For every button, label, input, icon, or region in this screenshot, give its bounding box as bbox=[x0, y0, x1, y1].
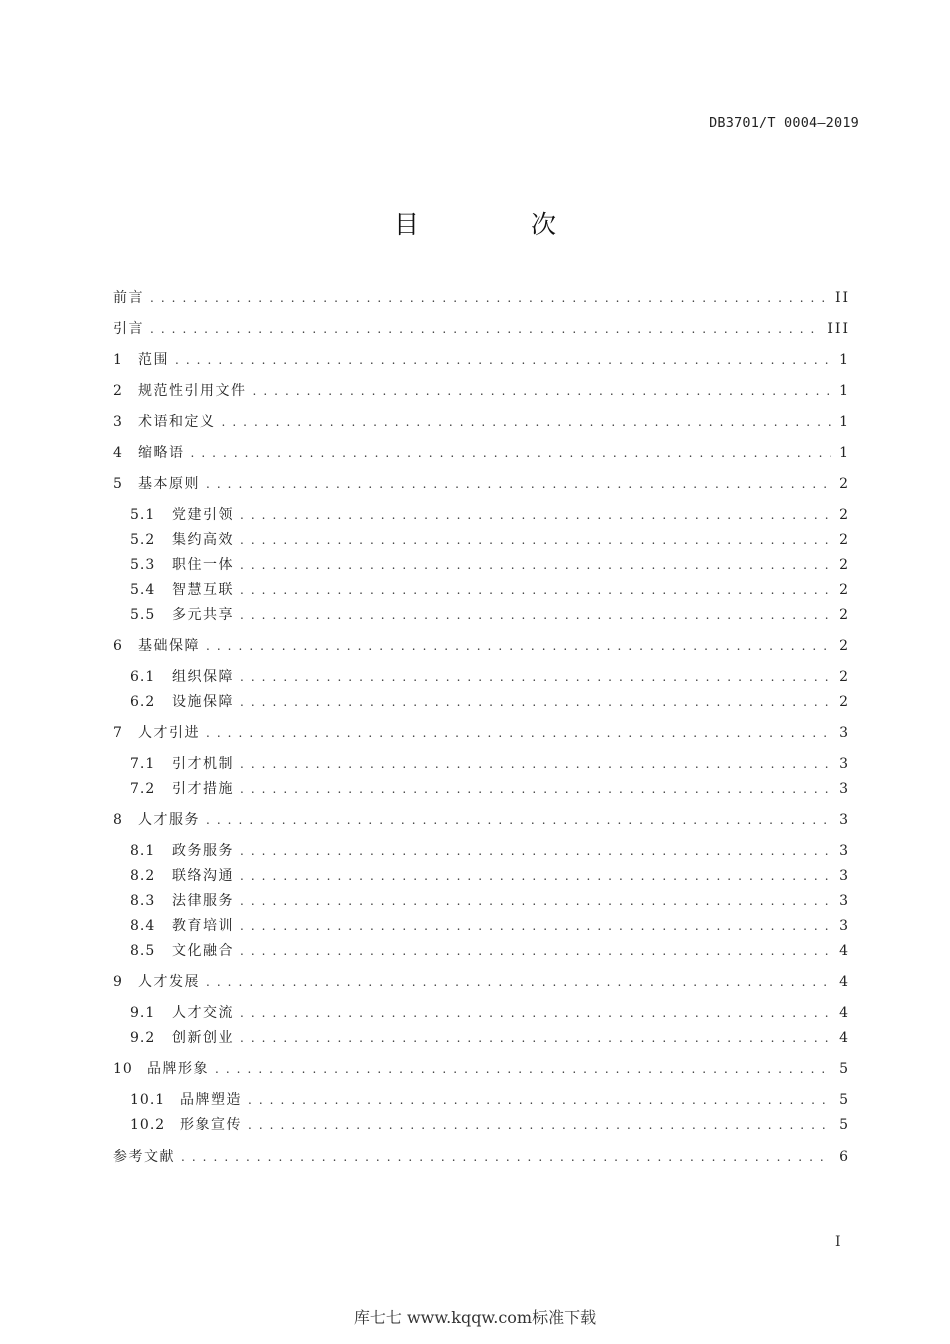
toc-entry-page: 4 bbox=[839, 1030, 850, 1046]
toc-entry-label: 人才服务 bbox=[138, 812, 200, 828]
toc-dot-leader bbox=[240, 1028, 831, 1048]
toc-entry-page: 3 bbox=[839, 756, 850, 772]
toc-entry-label: 人才发展 bbox=[138, 974, 200, 990]
toc-dot-leader bbox=[240, 1003, 831, 1023]
page-number: I bbox=[835, 1234, 841, 1250]
toc-entry-5-4[interactable] bbox=[130, 580, 850, 600]
toc-entry-label: 法律服务 bbox=[172, 893, 234, 909]
toc-entry-number: 10.1 bbox=[130, 1092, 166, 1108]
toc-entry-page: 3 bbox=[839, 843, 850, 859]
toc-dot-leader bbox=[240, 555, 831, 575]
toc-entry-6-1[interactable] bbox=[130, 667, 850, 687]
toc-dot-leader bbox=[248, 1090, 831, 1110]
toc-entry-page: 4 bbox=[839, 974, 850, 990]
toc-entry-label: 设施保障 bbox=[172, 694, 234, 710]
toc-entry-page: 3 bbox=[839, 781, 850, 797]
toc-entry-number: 5.4 bbox=[130, 582, 156, 598]
toc-entry-number: 4 bbox=[113, 445, 123, 461]
toc-entry-label: 创新创业 bbox=[172, 1030, 234, 1046]
toc-dot-leader bbox=[240, 667, 831, 687]
toc-entry-page: 6 bbox=[839, 1149, 850, 1165]
toc-entry-page: 1 bbox=[839, 352, 850, 368]
toc-entry-page: 5 bbox=[839, 1092, 850, 1108]
toc-entry-label: 联络沟通 bbox=[172, 868, 234, 884]
toc-entry-page: 2 bbox=[839, 669, 850, 685]
toc-entry-10[interactable] bbox=[113, 1059, 850, 1079]
toc-entry-number: 9.2 bbox=[130, 1030, 156, 1046]
toc-entry-label: 引言 bbox=[113, 321, 144, 337]
toc-entry-1[interactable] bbox=[113, 350, 850, 370]
toc-dot-leader bbox=[240, 866, 831, 886]
toc-dot-leader bbox=[240, 754, 831, 774]
toc-entry-page: 3 bbox=[839, 918, 850, 934]
toc-dot-leader bbox=[175, 350, 831, 370]
toc-entry-page: III bbox=[827, 321, 850, 337]
toc-entry-page: 4 bbox=[839, 1005, 850, 1021]
toc-entry-label: 前言 bbox=[113, 290, 144, 306]
toc-entry-2[interactable] bbox=[113, 381, 850, 401]
toc-entry-4[interactable] bbox=[113, 443, 850, 463]
toc-entry-label: 术语和定义 bbox=[138, 414, 216, 430]
toc-entry-page: 4 bbox=[839, 943, 850, 959]
toc-entry-number: 5 bbox=[113, 476, 123, 492]
toc-dot-leader bbox=[206, 474, 831, 494]
toc-entry-page: 3 bbox=[839, 812, 850, 828]
toc-entry-number: 8.5 bbox=[130, 943, 156, 959]
toc-entry-label: 教育培训 bbox=[172, 918, 234, 934]
toc-entry-number: 8.2 bbox=[130, 868, 156, 884]
toc-entry-label: 规范性引用文件 bbox=[138, 383, 247, 399]
toc-entry-label: 参考文献 bbox=[113, 1149, 175, 1165]
toc-dot-leader bbox=[222, 412, 832, 432]
toc-dot-leader bbox=[240, 891, 831, 911]
toc-entry-6[interactable] bbox=[113, 636, 850, 656]
toc-entry-number: 8.4 bbox=[130, 918, 156, 934]
toc-entry-number: 8.3 bbox=[130, 893, 156, 909]
toc-entry-number: 5.2 bbox=[130, 532, 156, 548]
toc-entry-5-1[interactable] bbox=[130, 505, 850, 525]
toc-entry-label: 智慧互联 bbox=[172, 582, 234, 598]
toc-entry-label: 政务服务 bbox=[172, 843, 234, 859]
toc-entry-page: 2 bbox=[839, 532, 850, 548]
toc-entry-label: 缩略语 bbox=[138, 445, 185, 461]
toc-entry-number: 2 bbox=[113, 383, 123, 399]
toc-dot-leader bbox=[240, 916, 831, 936]
toc-dot-leader bbox=[206, 636, 831, 656]
toc-entry-label: 职住一体 bbox=[172, 557, 234, 573]
toc-entry-label: 人才交流 bbox=[172, 1005, 234, 1021]
toc-entry-page: 3 bbox=[839, 893, 850, 909]
toc-entry-page: 3 bbox=[839, 868, 850, 884]
toc-entry-page: 5 bbox=[839, 1061, 850, 1077]
toc-entry-label: 人才引进 bbox=[138, 725, 200, 741]
toc-entry-label: 品牌形象 bbox=[147, 1061, 209, 1077]
toc-entry-label: 组织保障 bbox=[172, 669, 234, 685]
toc-dot-leader bbox=[240, 779, 831, 799]
toc-dot-leader bbox=[240, 605, 831, 625]
toc-dot-leader bbox=[240, 530, 831, 550]
toc-dot-leader bbox=[215, 1059, 831, 1079]
toc-dot-leader bbox=[206, 723, 831, 743]
toc-entry-5-3[interactable] bbox=[130, 555, 850, 575]
toc-dot-leader bbox=[240, 580, 831, 600]
toc-entry-number: 10 bbox=[113, 1061, 133, 1077]
toc-entry-label: 引才机制 bbox=[172, 756, 234, 772]
toc-entry-page: II bbox=[834, 290, 850, 306]
toc-entry-number: 10.2 bbox=[130, 1117, 166, 1133]
toc-entry-number: 5.3 bbox=[130, 557, 156, 573]
toc-entry-label: 基本原则 bbox=[138, 476, 200, 492]
toc-entry-label: 多元共享 bbox=[172, 607, 234, 623]
toc-entry-9[interactable] bbox=[113, 972, 850, 992]
toc-entry-page: 2 bbox=[839, 607, 850, 623]
toc-dot-leader bbox=[240, 505, 831, 525]
toc-entry-number: 8 bbox=[113, 812, 123, 828]
toc-entry-8-4[interactable] bbox=[130, 916, 850, 936]
toc-entry-label: 集约高效 bbox=[172, 532, 234, 548]
toc-entry-5-2[interactable] bbox=[130, 530, 850, 550]
toc-entry-8[interactable] bbox=[113, 810, 850, 830]
toc-entry-7[interactable] bbox=[113, 723, 850, 743]
toc-entry-introduction[interactable] bbox=[113, 319, 850, 339]
toc-entry-8-5[interactable] bbox=[130, 941, 850, 961]
toc-entry-number: 7 bbox=[113, 725, 123, 741]
toc-dot-leader bbox=[240, 841, 831, 861]
toc-entry-number: 1 bbox=[113, 352, 123, 368]
toc-dot-leader bbox=[191, 443, 832, 463]
toc-entry-number: 9 bbox=[113, 974, 123, 990]
toc-entry-5[interactable] bbox=[113, 474, 850, 494]
toc-dot-leader bbox=[248, 1115, 831, 1135]
toc-entry-label: 品牌塑造 bbox=[180, 1092, 242, 1108]
toc-entry-page: 2 bbox=[839, 557, 850, 573]
toc-entry-page: 3 bbox=[839, 725, 850, 741]
toc-entry-page: 2 bbox=[839, 694, 850, 710]
toc-dot-leader bbox=[240, 941, 831, 961]
toc-entry-number: 3 bbox=[113, 414, 123, 430]
toc-dot-leader bbox=[206, 972, 831, 992]
toc-entry-page: 2 bbox=[839, 507, 850, 523]
toc-entry-label: 基础保障 bbox=[138, 638, 200, 654]
toc-entry-8-3[interactable] bbox=[130, 891, 850, 911]
toc-entry-label: 党建引领 bbox=[172, 507, 234, 523]
toc-entry-number: 9.1 bbox=[130, 1005, 156, 1021]
toc-entry-foreword[interactable] bbox=[113, 288, 850, 308]
toc-entry-number: 7.1 bbox=[130, 756, 156, 772]
toc-dot-leader bbox=[240, 692, 831, 712]
toc-entry-page: 1 bbox=[839, 445, 850, 461]
document-code: DB3701/T 0004—2019 bbox=[709, 115, 859, 131]
toc-entry-number: 5.1 bbox=[130, 507, 156, 523]
toc-entry-label: 文化融合 bbox=[172, 943, 234, 959]
toc-dot-leader bbox=[253, 381, 832, 401]
toc-entry-5-5[interactable] bbox=[130, 605, 850, 625]
toc-dot-leader bbox=[181, 1147, 831, 1167]
toc-entry-label: 引才措施 bbox=[172, 781, 234, 797]
toc-entry-8-1[interactable] bbox=[130, 841, 850, 861]
toc-entry-label: 范围 bbox=[138, 352, 169, 368]
toc-entry-page: 2 bbox=[839, 638, 850, 654]
toc-entry-number: 8.1 bbox=[130, 843, 156, 859]
toc-entry-number: 6.2 bbox=[130, 694, 156, 710]
toc-entry-page: 2 bbox=[839, 582, 850, 598]
toc-entry-number: 6.1 bbox=[130, 669, 156, 685]
toc-entry-9-2[interactable] bbox=[130, 1028, 850, 1048]
toc-entry-number: 7.2 bbox=[130, 781, 156, 797]
toc-entry-number: 5.5 bbox=[130, 607, 156, 623]
toc-entry-6-2[interactable] bbox=[130, 692, 850, 712]
toc-entry-9-1[interactable] bbox=[130, 1003, 850, 1023]
toc-dot-leader bbox=[150, 288, 827, 308]
toc-entry-7-1[interactable] bbox=[130, 754, 850, 774]
toc-entry-references[interactable] bbox=[113, 1147, 850, 1167]
toc-entry-8-2[interactable] bbox=[130, 866, 850, 886]
toc-entry-number: 6 bbox=[113, 638, 123, 654]
toc-entry-page: 2 bbox=[839, 476, 850, 492]
toc-entry-page: 5 bbox=[839, 1117, 850, 1133]
toc-entry-3[interactable] bbox=[113, 412, 850, 432]
toc-dot-leader bbox=[150, 319, 819, 339]
toc-entry-10-1[interactable] bbox=[130, 1090, 850, 1110]
toc-entry-page: 1 bbox=[839, 383, 850, 399]
toc-entry-page: 1 bbox=[839, 414, 850, 430]
toc-dot-leader bbox=[206, 810, 831, 830]
footer-watermark[interactable]: 库七七 www.kqqw.com标准下载 bbox=[353, 1308, 597, 1327]
toc-entry-7-2[interactable] bbox=[130, 779, 850, 799]
toc-entry-10-2[interactable] bbox=[130, 1115, 850, 1135]
toc-title: 目 次 bbox=[394, 210, 608, 239]
toc-entry-label: 形象宣传 bbox=[180, 1117, 242, 1133]
